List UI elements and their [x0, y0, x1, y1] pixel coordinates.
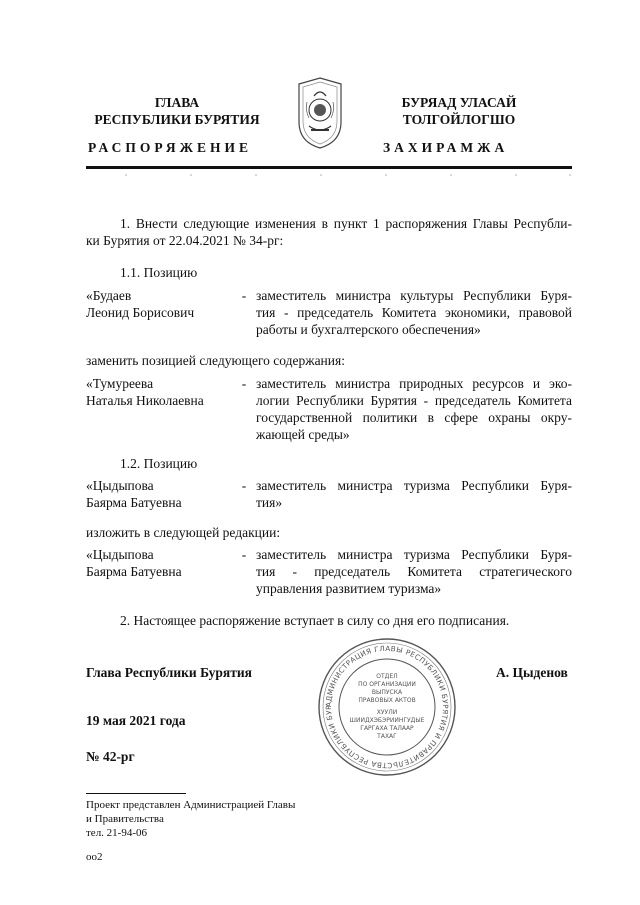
pos3-name-line1: «Цыдыпова [86, 478, 154, 493]
header-dotted-rule [86, 172, 572, 180]
pos1-desc-line3: работы и бухгалтерского обеспечения» [256, 322, 481, 337]
footnote-divider [86, 793, 186, 794]
stamp-line5: ХУУЛИ [376, 709, 398, 716]
pos2-desc-line3: государственной политики в сфере охраны окру- [256, 410, 572, 425]
header-left [88, 94, 266, 128]
pos2-name-line2: Наталья Николаевна [86, 393, 204, 408]
pos1-desc-line2: тия - председатель Комитета экономики, правовой [256, 305, 572, 320]
header-right-line1: БУРЯАД УЛАСАЙ [401, 95, 517, 110]
pos2-name [86, 375, 236, 409]
signature-date: 19 мая 2021 года [86, 713, 186, 728]
stamp-ring-text: АДМИНИСТРАЦИЯ ГЛАВЫ РЕСПУБЛИКИ БУРЯТИЯ И ПРАВИТЕЛЬСТВА РЕСПУБЛИКИ БУР [323, 643, 451, 771]
pos2-desc-line2: логии Республики Бурятия - председатель Комитета [256, 393, 572, 408]
pos4-desc-line1: заместитель министра туризма Республики Буря- [256, 547, 572, 562]
pos2-desc-line1: заместитель министра природных ресурсов и эко- [256, 376, 572, 391]
stamp-line7: ГАРГАХА ТАЛААР [360, 725, 414, 732]
stamp-line8: ТАХАГ [377, 733, 397, 740]
pos1-name [86, 287, 236, 321]
pos3-name [86, 477, 236, 511]
pos1-desc-line1: заместитель министра культуры Республики Буря- [256, 288, 572, 303]
stamp-line3: ВЫПУСКА [371, 689, 403, 696]
stamp-line6: ШИИДХЭБЭРИИНГУДЫЕ [349, 717, 425, 724]
header-right [370, 94, 548, 128]
header-left-line2: РЕСПУБЛИКИ БУРЯТИЯ [94, 112, 260, 127]
signature-position: Глава Республики Бурятия [86, 665, 252, 680]
header-right-line2: ТОЛГОЙЛОГШО [402, 112, 516, 127]
stamp-line4: ПРАВОВЫХ АКТОВ [358, 697, 416, 704]
replace-text: заменить позицией следующего содержания: [86, 353, 345, 368]
item1-line2: ки Бурятия от 22.04.2021 № 34-рг: [86, 233, 284, 248]
signature-number: № 42-рг [86, 749, 135, 764]
pos1-dash: - [241, 288, 247, 303]
pos4-desc-line3: управления развитием туризма» [256, 581, 442, 596]
stamp-line1: ОТДЕЛ [376, 673, 398, 680]
pos3-desc-line2: тия» [256, 495, 283, 510]
footnote-line1: Проект представлен Администрацией Главы [86, 799, 296, 811]
pos4-desc-line2: тия - председатель Комитета стратегического [256, 564, 572, 579]
sub1-title: 1.1. Позицию [120, 265, 198, 280]
header-left-line1: ГЛАВА [154, 95, 200, 110]
pos2-desc [256, 375, 572, 443]
pos1-desc [256, 287, 572, 338]
pos2-name-line1: «Тумуреева [86, 376, 154, 391]
official-stamp [316, 636, 458, 778]
pos3-desc [256, 477, 572, 511]
pos3-dash: - [241, 478, 247, 493]
doc-type-right: ЗАХИРАМЖА [383, 140, 509, 155]
item1-line1: 1. Внести следующие изменения в пункт 1 распоряжения Главы Республи- [120, 216, 572, 231]
footer-code: оо2 [86, 851, 103, 863]
pos4-name [86, 546, 236, 580]
pos4-desc [256, 546, 572, 597]
coat-of-arms-emblem [297, 76, 343, 150]
pos2-dash: - [241, 376, 247, 391]
stamp-line2: ПО ОРГАНИЗАЦИИ [358, 681, 416, 688]
sub2-title: 1.2. Позицию [120, 456, 198, 471]
pos3-desc-line1: заместитель министра туризма Республики Буря- [256, 478, 572, 493]
pos1-name-line1: «Будаев [86, 288, 132, 303]
header-divider [86, 166, 572, 169]
footnote-line2: и Правительства [86, 813, 164, 825]
item2: 2. Настоящее распоряжение вступает в силу со дня его подписания. [120, 613, 510, 628]
pos3-name-line2: Баярма Батуевна [86, 495, 182, 510]
pos1-name-line2: Леонид Борисович [86, 305, 195, 320]
footnote-line3: тел. 21-94-06 [86, 827, 148, 839]
pos4-dash: - [241, 547, 247, 562]
signature-name: А. Цыденов [496, 665, 568, 680]
pos2-desc-line4: жающей среды» [256, 427, 350, 442]
edit-text: изложить в следующей редакции: [86, 525, 281, 540]
doc-type-left: РАСПОРЯЖЕНИЕ [88, 140, 253, 155]
footnote [86, 798, 295, 840]
pos4-name-line1: «Цыдыпова [86, 547, 154, 562]
pos4-name-line2: Баярма Батуевна [86, 564, 182, 579]
